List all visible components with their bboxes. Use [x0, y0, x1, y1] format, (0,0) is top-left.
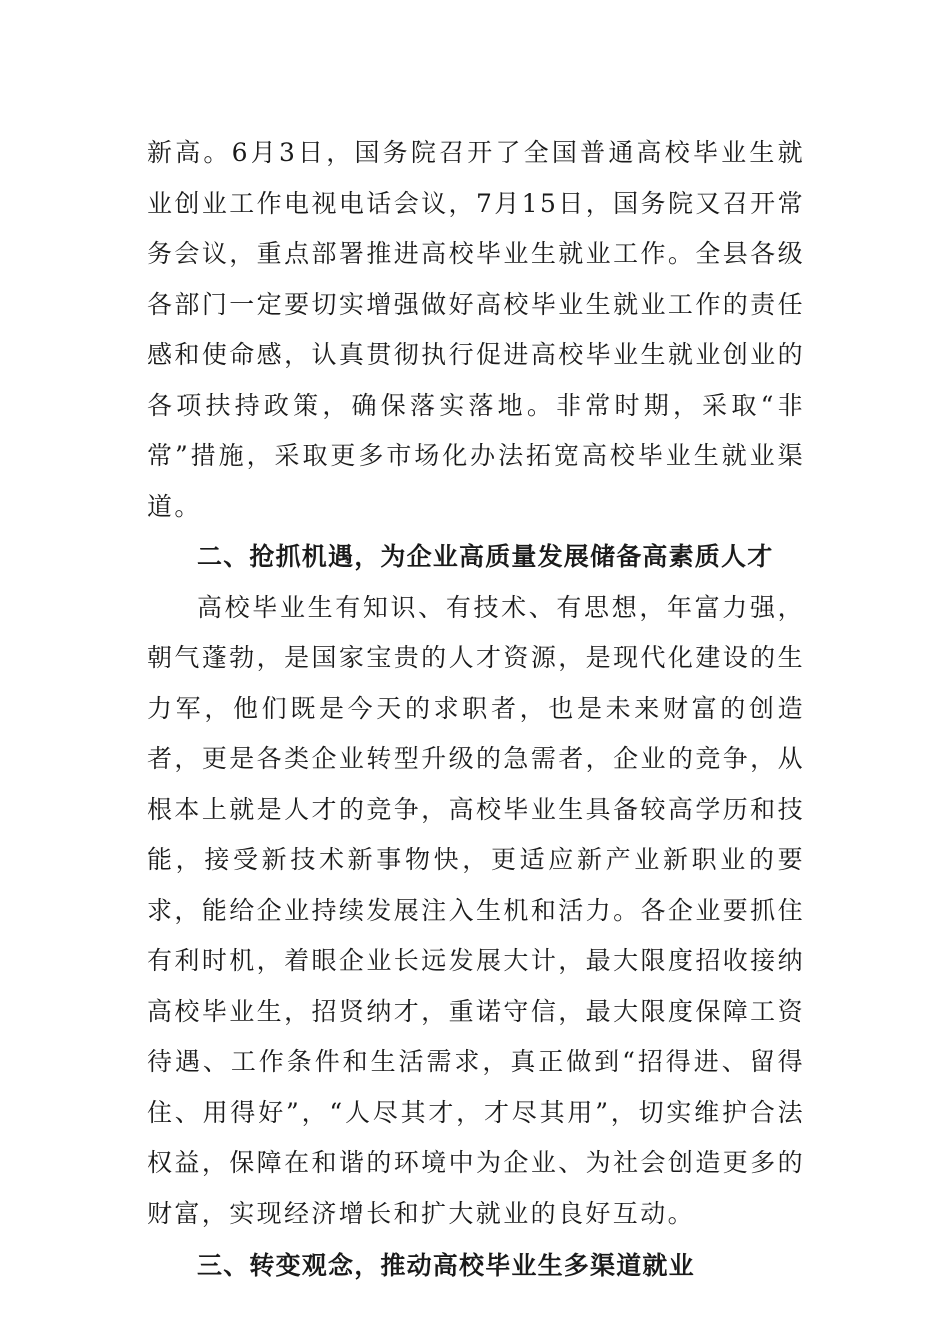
body-paragraph-continued: 新高。6月3日，国务院召开了全国普通高校毕业生就业创业工作电视电话会议，7月15日，国务院又召开常务会议，重点部署推进高校毕业生就业工作。全县各级各部门一定要切实增强做好高校毕业生就业工作的责任感和使命感，认真贯彻执行促进高校毕业生就业创业的各项扶持政策，确保落实落地。非常时期，采取“非常”措施，采取更多市场化办法拓宽高校毕业生就业渠道。: [147, 138, 805, 521]
body-paragraph-talent: 高校毕业生有知识、有技术、有思想，年富力强，朝气蓬勃，是国家宝贵的人才资源，是现代化建设的生力军，他们既是今天的求职者，也是未来财富的创造者，更是各类企业转型升级的急需者，企业的竞争，从根本上就是人才的竞争，高校毕业生具备较高学历和技能，接受新技术新事物快，更适应新产业新职业的要求，能给企业持续发展注入生机和活力。各企业要抓住有利时机，着眼企业长远发展大计，最大限度招收接纳高校毕业生，招贤纳才，重诺守信，最大限度保障工资待遇、工作条件和生活需求，真正做到“招得进、留得住、用得好”，“人尽其才，才尽其用”，切实维护合法权益，保障在和谐的环境中为企业、为社会创造更多的财富，实现经济增长和扩大就业的良好互动。: [147, 592, 805, 1228]
section-heading-3: 三、转变观念，推动高校毕业生多渠道就业: [197, 1251, 695, 1280]
document-body: [147, 128, 805, 1292]
section-heading-2: 二、抢抓机遇，为企业高质量发展储备高素质人才: [197, 542, 774, 571]
